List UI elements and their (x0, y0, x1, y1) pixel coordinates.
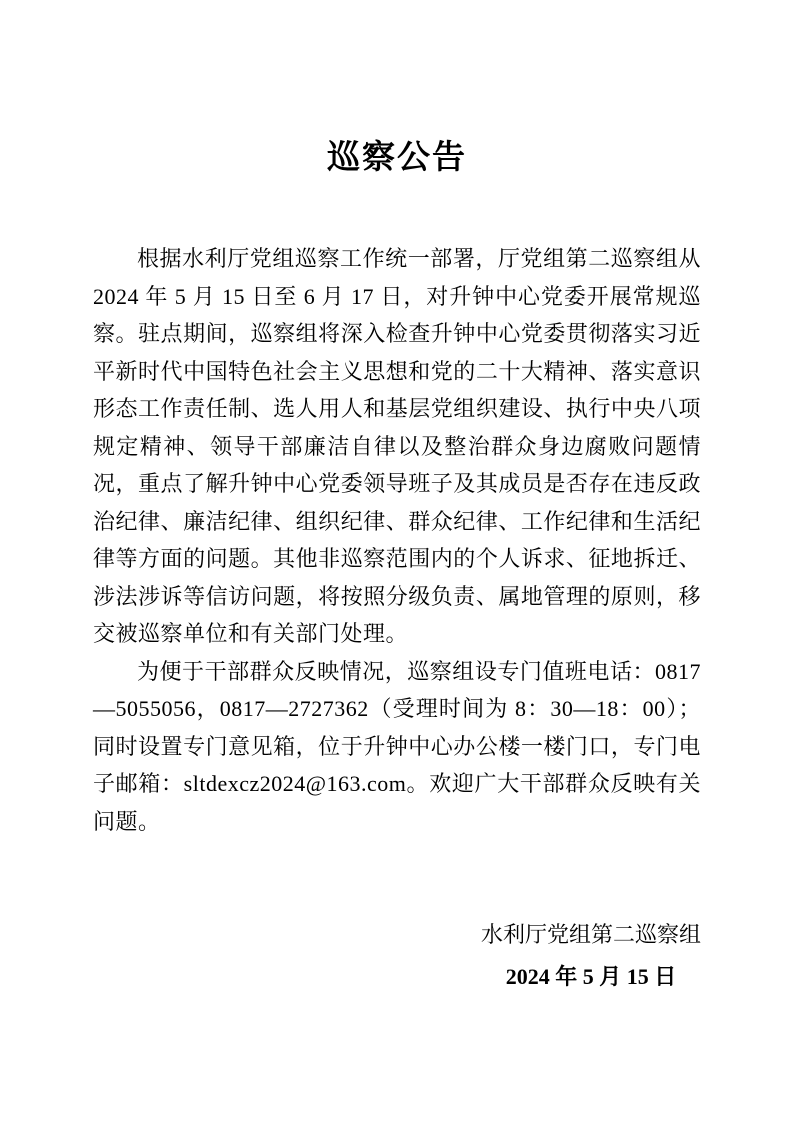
signature-line: 水利厅党组第二巡察组 (480, 922, 701, 947)
signoff-inner (481, 914, 701, 998)
date-line: 2024 年 5 月 15 日 (505, 964, 677, 989)
document-body (93, 240, 701, 840)
paragraph-contact: 为便于干部群众反映情况，巡察组设专门值班电话：0817—5055056，0817—2727362（受理时间为 8：30—18：00）；同时设置专门意见箱，位于升钟中心办公楼一楼门口，专门电子邮箱：sltdexcz2024@163.com。欢迎广大干部群众反映有关问题。 (93, 658, 701, 834)
document-title: 巡察公告 (327, 140, 467, 176)
signoff-block (93, 914, 701, 998)
paragraph-scope: 根据水利厅党组巡察工作统一部署，厅党组第二巡察组从 2024 年 5 月 15 日至 6 月 17 日，对升钟中心党委开展常规巡察。驻点期间，巡察组将深入检查升钟中心党委贯彻落实习近平新时代中国特色社会主义思想和党的二十大精神、落实意识形态工作责任制、选人用人和基层党组织建设、执行中央八项规定精神、领导干部廉洁自律以及整治群众身边腐败问题情况，重点了解升钟中心党委领导班子及其成员是否存在违反政治纪律、廉洁纪律、组织纪律、群众纪律、工作纪律和生活纪律等方面的问题。其他非巡察范围内的个人诉求、征地拆迁、涉法涉诉等信访问题，将按照分级负责、属地管理的原则，移交被巡察单位和有关部门处理。 (93, 246, 701, 646)
